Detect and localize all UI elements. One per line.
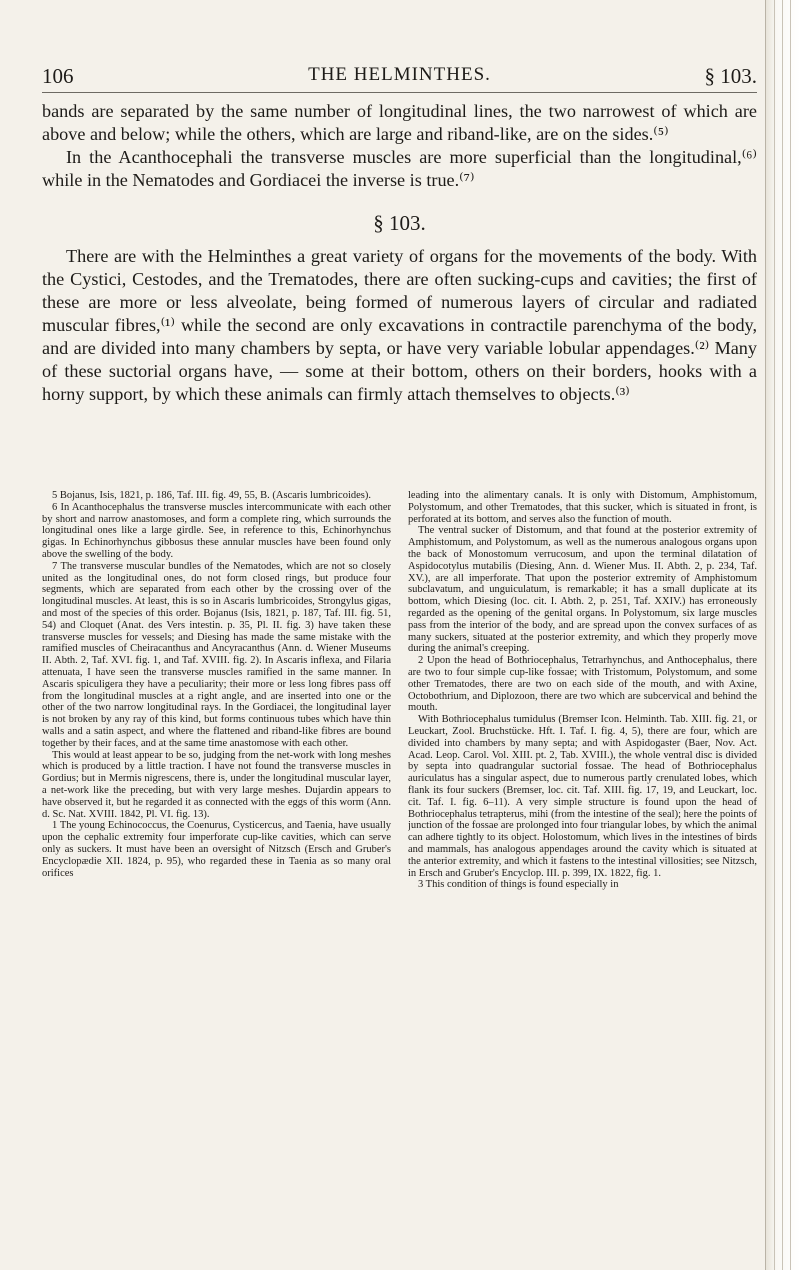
footnote: 7 The transverse muscular bundles of the Nematodes, which are not so closely united as the longitudinal ones, do not form closed rings, but produce four segments, which are separated from each other by the crossing over of the longitudinal muscles. At least, this is so in Ascaris lumbricoides, Strongylus gigas, and most of the species of this order. Bojanus (Isis, 1821, p. 187, Taf. III. fig. 51, 54) and Cloquet (Anat. des Vers intestin. p. 35, Pl. II. fig. 3) have taken these transverse muscles for vessels; and Diesing has made the same mistake with the ramified muscles of Cheiracanthus and Ancyracanthus (Ann. d. Wiener Museums II. Abth. 2, Taf. XVI. fig. 1, and Taf. XVIII. fig. 2). In Ascaris inflexa, and Filaria attenuata, I have seen the transverse muscles ramified in the same manner. In Ascaris spiculigera they have a peculiarity; their more or less long fibres pass off from the longitudinal muscles at a right angle, and are inserted into one or the other of the two narrow longitudinal rays. In the Gordiacei, the longitudinal layer is not broken by any ray of this kind, but forms continuous tubes which have thin walls and a satin aspect, and where the flattened and riband-like fibres are bound together by their faces, and at the same time anastomose with each other. [42,560,391,749]
paragraph-acanthocephali: In the Acanthocephali the transverse muscles are more superficial than the longitudinal,⁽⁶⁾ while in the Nematodes and Gordiacei the inverse is true.⁽⁷⁾ [42,147,757,190]
footnote: 1 The young Echinococcus, the Coenurus, Cysticercus, and Taenia, have usually upon the cephalic extremity four imperforate cup-like cavities, which can serve only as suckers. It must have been an oversight of Nitzsch (Ersch and Gruber's Encyclopædie XII. 1824, p. 95), who regarded these in Taenia as so many oral orifices [42,820,391,879]
edge-line [774,0,775,1270]
header-rule [42,92,757,93]
page-number: 106 [42,64,74,88]
page-edge [765,0,800,1270]
footnotes-right-column [408,490,757,1260]
header-section: § 103. [704,64,757,88]
running-header [42,56,757,92]
footnote: 5 Bojanus, Isis, 1821, p. 186, Taf. III. fig. 49, 55, B. (Ascaris lumbricoides). [52,490,371,501]
section-heading: § 103. [373,211,426,235]
paragraph-organs: There are with the Helminthes a great variety of organs for the movements of the body. With the Cystici, Cestodes, and the Trematodes, there are often sucking-cups and cavities; the first of these are more or less alveolate, being formed of numerous layers of circular and radiated muscular fibres,⁽¹⁾ while the second are only excavations in contractile parenchyma of the body, and are divided into many chambers by septa, or have very variable lobular appendages.⁽²⁾ Many of these suctorial organs have, — some at their bottom, others on their borders, hooks with a horny support, by which these animals can firmly attach themselves to objects.⁽³⁾ [42,246,757,404]
footnote: This would at least appear to be so, judging from the net-work with long meshes which is produced by a little traction. I have not found the transverse muscles in Gordius; but in Mermis nigrescens, there is, under the longitudinal muscular layer, a net-work like the preceding, but with very large meshes. Dujardin appears to have observed it, but he regarded it as connected with the eggs of this worm (Ann. d. Sc. Nat. XVIII. 1842, Pl. VI. fig. 13). [42,749,391,820]
footnote: 3 This condition of things is found especially in [418,879,619,891]
footnotes [42,490,757,1260]
paragraph-continuation: bands are separated by the same number of longitudinal lines, the two narrowest of which are above and below; while the others, which are large and riband-like, are on the sides.⁽⁵⁾ [42,101,757,144]
footnote: The ventral sucker of Distomum, and that found at the posterior extremity of Amphistomum, and Polystomum, as well as the numerous analogous organs upon the back of Monostomum verrucosum, and upon the terminal dilatation of Aspidocotylus mutabilis (Diesing, Ann. d. Wiener Mus. II. Abth. 2, p. 234, Taf. XV.), are all imperforate. That upon the posterior extremity of Amphistomum subclavatum, and unguiculatum, is remarkable; it has a small duplicate at its bottom, which Diesing (loc. cit. I. Abth. 2, p. 251, Taf. XXIV.) has erroneously regarded as the opening of the genital organs. In Polystomum, six large muscles pass from the interior of the body, and are spread upon the convex surfaces of as many suckers, situated at the posterior extremity, and which they properly move during the animal's creeping. [408,525,757,655]
footnote: 6 In Acanthocephalus the transverse muscles intercommunicate with each other by short and narrow anastomoses, and form a complete ring, which surrounds the longitudinal ones like a large girdle. See, in reference to this, Echinorhynchus gigas. In Echinorhynchus gibbosus these annular muscles have been found only above the swelling of the body. [42,501,391,560]
running-title: THE HELMINTHES. [308,64,491,85]
footnotes-left-column [42,490,391,1260]
edge-line [782,0,783,1270]
main-text [42,100,757,406]
footnote: With Bothriocephalus tumidulus (Bremser Icon. Helminth. Tab. XIII. fig. 21, or Leuckart, Zool. Bruchstücke. Hft. I. Taf. I. fig. 4, 5), there are four, which are divided into chambers by many septa; and with Aspidogaster (Baer, Nov. Act. Acad. Leop. Carol. Vol. XIII. pt. 2, Tab. XVIII.), the whole ventral disc is divided by septa into quadrangular suctorial fossae. The head of Bothriocephalus auriculatus has a singular aspect, due to numerous partly crenulated lobes, which flank its four suckers (Bremser, loc. cit. Taf. XIII. fig. 17, 19, and Leuckart, loc. cit. Taf. I. fig. 6–11). A very simple structure is found upon the head of Bothriocephalus tetrapterus, mihi (from the intestine of the seal); here the points of junction of the fossae are prolonged into four triangular lobes, by which the animal can adhere tightly to its object. Holostomum, which lives in the intestines of birds and mammals, has analogous appendages around the cavity which is situated at the anterior extremity, and which it fastens to the intestinal villosities; see Nitzsch, in Ersch and Gruber's Encyclop. III. p. 399, IX. 1822, fig. 1. [408,714,757,879]
edge-line [790,0,791,1270]
footnote: 2 Upon the head of Bothriocephalus, Tetrarhynchus, and Anthocephalus, there are two to four simple cup-like fossae; with Tristomum, Polystomum, and some other Trematodes, there are two on each side of the mouth, and with Axine, Octobothrium, and Diplozoon, there are two which are subcervical and behind the mouth. [408,655,757,714]
footnote: leading into the alimentary canals. It is only with Distomum, Amphistomum, Polystomum, and other Trematodes, that this sucker, which is situated in front, is perforated at its bottom, and serves also the function of mouth. [408,490,757,525]
